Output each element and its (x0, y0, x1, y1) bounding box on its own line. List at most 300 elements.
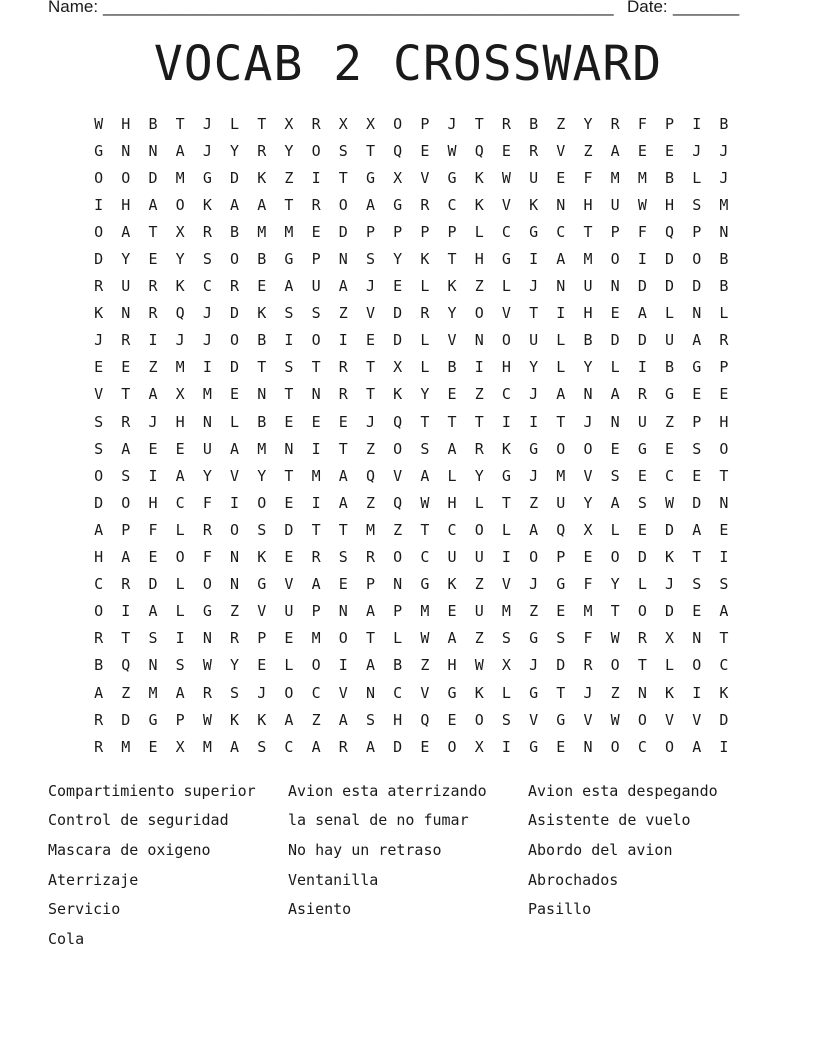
grid-cell[interactable]: X (175, 385, 185, 404)
grid-cell[interactable]: W (202, 710, 212, 729)
grid-cell[interactable]: Y (393, 250, 403, 269)
grid-cell[interactable]: L (637, 575, 647, 594)
grid-cell[interactable]: R (121, 412, 131, 431)
grid-cell[interactable]: C (202, 277, 212, 296)
grid-cell[interactable]: Y (257, 466, 267, 485)
grid-cell[interactable]: U (121, 277, 131, 296)
grid-cell[interactable]: N (393, 575, 403, 594)
grid-cell[interactable]: S (94, 412, 104, 431)
grid-cell[interactable]: D (230, 358, 240, 377)
grid-cell[interactable]: L (447, 466, 457, 485)
grid-cell[interactable]: E (420, 141, 430, 160)
grid-cell[interactable]: T (365, 358, 375, 377)
grid-cell[interactable]: V (284, 575, 294, 594)
grid-cell[interactable]: A (284, 710, 294, 729)
grid-cell[interactable]: R (121, 331, 131, 350)
grid-cell[interactable]: M (148, 683, 158, 702)
grid-cell[interactable]: R (365, 548, 375, 567)
grid-cell[interactable]: R (202, 222, 212, 241)
grid-cell[interactable]: Y (474, 466, 484, 485)
grid-cell[interactable]: E (665, 439, 675, 458)
grid-cell[interactable]: F (148, 520, 158, 539)
grid-cell[interactable]: X (338, 114, 348, 133)
grid-cell[interactable]: U (447, 548, 457, 567)
grid-cell[interactable]: O (94, 222, 104, 241)
grid-cell[interactable]: N (365, 683, 375, 702)
grid-cell[interactable]: R (94, 277, 104, 296)
grid-cell[interactable]: A (556, 385, 566, 404)
grid-cell[interactable]: N (692, 629, 702, 648)
grid-cell[interactable]: A (692, 737, 702, 756)
grid-cell[interactable]: X (665, 629, 675, 648)
grid-cell[interactable]: G (257, 575, 267, 594)
grid-cell[interactable]: J (529, 466, 539, 485)
grid-cell[interactable]: X (175, 737, 185, 756)
grid-cell[interactable]: T (447, 250, 457, 269)
grid-cell[interactable]: H (447, 656, 457, 675)
grid-cell[interactable]: Y (121, 250, 131, 269)
grid-cell[interactable]: I (338, 331, 348, 350)
grid-cell[interactable]: H (583, 304, 593, 323)
grid-cell[interactable]: L (474, 493, 484, 512)
grid-cell[interactable]: T (529, 304, 539, 323)
grid-cell[interactable]: U (474, 602, 484, 621)
grid-cell[interactable]: N (230, 548, 240, 567)
grid-cell[interactable]: V (94, 385, 104, 404)
grid-cell[interactable]: I (692, 114, 702, 133)
grid-cell[interactable]: L (610, 520, 620, 539)
grid-cell[interactable]: B (230, 222, 240, 241)
grid-cell[interactable]: A (338, 493, 348, 512)
grid-cell[interactable]: L (501, 683, 511, 702)
grid-cell[interactable]: B (665, 168, 675, 187)
grid-cell[interactable]: J (692, 141, 702, 160)
grid-cell[interactable]: R (501, 114, 511, 133)
grid-cell[interactable]: H (175, 412, 185, 431)
grid-cell[interactable]: D (94, 493, 104, 512)
grid-cell[interactable]: S (501, 629, 511, 648)
grid-cell[interactable]: R (338, 358, 348, 377)
grid-cell[interactable]: G (447, 168, 457, 187)
grid-cell[interactable]: E (311, 222, 321, 241)
grid-cell[interactable]: V (583, 710, 593, 729)
grid-cell[interactable]: R (94, 629, 104, 648)
grid-cell[interactable]: G (529, 683, 539, 702)
grid-cell[interactable]: A (692, 520, 702, 539)
grid-cell[interactable]: P (719, 358, 729, 377)
grid-cell[interactable]: T (420, 412, 430, 431)
grid-cell[interactable]: L (556, 331, 566, 350)
grid-cell[interactable]: Z (230, 602, 240, 621)
grid-cell[interactable]: E (121, 358, 131, 377)
grid-cell[interactable]: I (501, 412, 511, 431)
grid-cell[interactable]: A (94, 520, 104, 539)
grid-cell[interactable]: L (610, 358, 620, 377)
grid-cell[interactable]: L (175, 602, 185, 621)
grid-cell[interactable]: E (311, 412, 321, 431)
grid-cell[interactable]: L (175, 520, 185, 539)
grid-cell[interactable]: C (637, 737, 647, 756)
grid-cell[interactable]: Z (338, 304, 348, 323)
grid-cell[interactable]: D (692, 277, 702, 296)
grid-cell[interactable]: V (501, 195, 511, 214)
grid-cell[interactable]: E (284, 548, 294, 567)
grid-cell[interactable]: F (583, 575, 593, 594)
grid-cell[interactable]: T (365, 385, 375, 404)
grid-cell[interactable]: Z (583, 141, 593, 160)
grid-cell[interactable]: B (719, 250, 729, 269)
grid-cell[interactable]: Q (393, 493, 403, 512)
grid-cell[interactable]: I (148, 466, 158, 485)
grid-cell[interactable]: E (556, 737, 566, 756)
grid-cell[interactable]: U (583, 277, 593, 296)
grid-cell[interactable]: A (365, 195, 375, 214)
grid-cell[interactable]: U (284, 602, 294, 621)
name-field[interactable]: ______________________________________________________ (103, 0, 614, 16)
grid-cell[interactable]: I (148, 331, 158, 350)
grid-cell[interactable]: K (474, 683, 484, 702)
grid-cell[interactable]: K (529, 195, 539, 214)
grid-cell[interactable]: D (692, 493, 702, 512)
grid-cell[interactable]: P (393, 222, 403, 241)
grid-cell[interactable]: O (311, 331, 321, 350)
grid-cell[interactable]: T (420, 520, 430, 539)
grid-cell[interactable]: Z (148, 358, 158, 377)
grid-cell[interactable]: C (447, 520, 457, 539)
grid-cell[interactable]: J (719, 141, 729, 160)
date-field[interactable]: _______ (673, 0, 740, 16)
grid-cell[interactable]: E (148, 737, 158, 756)
grid-cell[interactable]: B (148, 114, 158, 133)
grid-cell[interactable]: N (202, 629, 212, 648)
grid-cell[interactable]: O (94, 466, 104, 485)
grid-cell[interactable]: V (692, 710, 702, 729)
grid-cell[interactable]: J (583, 683, 593, 702)
grid-cell[interactable]: P (121, 520, 131, 539)
grid-cell[interactable]: I (501, 737, 511, 756)
grid-cell[interactable]: G (637, 439, 647, 458)
grid-cell[interactable]: Z (311, 710, 321, 729)
grid-cell[interactable]: T (583, 222, 593, 241)
grid-cell[interactable]: G (529, 629, 539, 648)
grid-cell[interactable]: A (230, 195, 240, 214)
grid-cell[interactable]: E (447, 602, 457, 621)
grid-cell[interactable]: E (556, 168, 566, 187)
grid-cell[interactable]: E (338, 412, 348, 431)
grid-cell[interactable]: B (665, 358, 675, 377)
grid-cell[interactable]: J (665, 575, 675, 594)
grid-cell[interactable]: L (665, 656, 675, 675)
grid-cell[interactable]: X (175, 222, 185, 241)
grid-cell[interactable]: I (529, 250, 539, 269)
grid-cell[interactable]: N (583, 737, 593, 756)
grid-cell[interactable]: S (365, 710, 375, 729)
grid-cell[interactable]: A (338, 710, 348, 729)
grid-cell[interactable]: G (365, 168, 375, 187)
grid-cell[interactable]: E (447, 710, 457, 729)
grid-cell[interactable]: O (610, 656, 620, 675)
grid-cell[interactable]: K (257, 168, 267, 187)
grid-cell[interactable]: Y (202, 466, 212, 485)
grid-cell[interactable]: O (311, 656, 321, 675)
grid-cell[interactable]: D (637, 548, 647, 567)
grid-cell[interactable]: M (420, 602, 430, 621)
grid-cell[interactable]: N (230, 575, 240, 594)
grid-cell[interactable]: D (148, 575, 158, 594)
grid-cell[interactable]: G (148, 710, 158, 729)
grid-cell[interactable]: V (501, 304, 511, 323)
grid-cell[interactable]: R (420, 195, 430, 214)
grid-cell[interactable]: K (202, 195, 212, 214)
grid-cell[interactable]: C (175, 493, 185, 512)
grid-cell[interactable]: J (365, 412, 375, 431)
grid-cell[interactable]: P (610, 222, 620, 241)
grid-cell[interactable]: A (230, 439, 240, 458)
grid-cell[interactable]: B (94, 656, 104, 675)
grid-cell[interactable]: R (637, 629, 647, 648)
grid-cell[interactable]: R (637, 385, 647, 404)
grid-cell[interactable]: G (284, 250, 294, 269)
grid-cell[interactable]: I (529, 412, 539, 431)
grid-cell[interactable]: F (202, 493, 212, 512)
grid-cell[interactable]: I (202, 358, 212, 377)
grid-cell[interactable]: A (692, 331, 702, 350)
grid-cell[interactable]: D (665, 277, 675, 296)
grid-cell[interactable]: C (284, 737, 294, 756)
grid-cell[interactable]: J (529, 656, 539, 675)
grid-cell[interactable]: A (719, 602, 729, 621)
grid-cell[interactable]: C (311, 683, 321, 702)
grid-cell[interactable]: D (230, 168, 240, 187)
grid-cell[interactable]: W (501, 168, 511, 187)
grid-cell[interactable]: G (202, 602, 212, 621)
grid-cell[interactable]: N (121, 304, 131, 323)
grid-cell[interactable]: Q (175, 304, 185, 323)
grid-cell[interactable]: W (610, 629, 620, 648)
grid-cell[interactable]: A (529, 520, 539, 539)
grid-cell[interactable]: J (175, 331, 185, 350)
grid-cell[interactable]: K (393, 385, 403, 404)
grid-cell[interactable]: M (583, 602, 593, 621)
grid-cell[interactable]: E (665, 141, 675, 160)
grid-cell[interactable]: A (447, 439, 457, 458)
grid-cell[interactable]: O (665, 737, 675, 756)
grid-cell[interactable]: D (148, 168, 158, 187)
grid-cell[interactable]: J (529, 385, 539, 404)
grid-cell[interactable]: H (121, 195, 131, 214)
grid-cell[interactable]: O (94, 168, 104, 187)
grid-cell[interactable]: N (719, 493, 729, 512)
grid-cell[interactable]: W (474, 656, 484, 675)
grid-cell[interactable]: A (94, 683, 104, 702)
grid-cell[interactable]: K (665, 683, 675, 702)
grid-cell[interactable]: G (529, 737, 539, 756)
grid-cell[interactable]: O (202, 575, 212, 594)
grid-cell[interactable]: S (637, 493, 647, 512)
grid-cell[interactable]: P (365, 575, 375, 594)
grid-cell[interactable]: S (175, 656, 185, 675)
grid-cell[interactable]: F (583, 629, 593, 648)
grid-cell[interactable]: O (338, 195, 348, 214)
grid-cell[interactable]: A (175, 141, 185, 160)
grid-cell[interactable]: U (665, 331, 675, 350)
grid-cell[interactable]: E (230, 385, 240, 404)
grid-cell[interactable]: V (583, 466, 593, 485)
grid-cell[interactable]: G (501, 250, 511, 269)
grid-cell[interactable]: P (175, 710, 185, 729)
grid-cell[interactable]: M (365, 520, 375, 539)
grid-cell[interactable]: G (556, 575, 566, 594)
grid-cell[interactable]: G (420, 575, 430, 594)
grid-cell[interactable]: O (474, 710, 484, 729)
grid-cell[interactable]: T (501, 493, 511, 512)
grid-cell[interactable]: O (610, 548, 620, 567)
grid-cell[interactable]: K (719, 683, 729, 702)
grid-cell[interactable]: D (610, 331, 620, 350)
grid-cell[interactable]: K (501, 439, 511, 458)
grid-cell[interactable]: A (230, 737, 240, 756)
grid-cell[interactable]: O (556, 439, 566, 458)
grid-cell[interactable]: S (420, 439, 430, 458)
grid-cell[interactable]: V (529, 710, 539, 729)
grid-cell[interactable]: L (420, 277, 430, 296)
grid-cell[interactable]: M (175, 358, 185, 377)
grid-cell[interactable]: N (202, 412, 212, 431)
grid-cell[interactable]: S (94, 439, 104, 458)
grid-cell[interactable]: I (719, 548, 729, 567)
grid-cell[interactable]: Y (230, 656, 240, 675)
grid-cell[interactable]: L (420, 358, 430, 377)
grid-cell[interactable]: E (257, 656, 267, 675)
grid-cell[interactable]: Q (665, 222, 675, 241)
grid-cell[interactable]: Q (393, 141, 403, 160)
grid-cell[interactable]: A (610, 385, 620, 404)
grid-cell[interactable]: C (665, 466, 675, 485)
grid-cell[interactable]: O (257, 493, 267, 512)
grid-cell[interactable]: T (719, 466, 729, 485)
grid-cell[interactable]: T (474, 412, 484, 431)
grid-cell[interactable]: K (474, 168, 484, 187)
grid-cell[interactable]: J (583, 412, 593, 431)
grid-cell[interactable]: R (474, 439, 484, 458)
grid-cell[interactable]: H (447, 493, 457, 512)
grid-cell[interactable]: S (202, 250, 212, 269)
grid-cell[interactable]: U (610, 195, 620, 214)
grid-cell[interactable]: O (474, 520, 484, 539)
grid-cell[interactable]: Z (529, 602, 539, 621)
grid-cell[interactable]: K (474, 195, 484, 214)
grid-cell[interactable]: Y (447, 304, 457, 323)
grid-cell[interactable]: M (719, 195, 729, 214)
grid-cell[interactable]: G (393, 195, 403, 214)
grid-cell[interactable]: R (338, 737, 348, 756)
grid-cell[interactable]: B (257, 412, 267, 431)
grid-cell[interactable]: X (393, 358, 403, 377)
grid-cell[interactable]: T (365, 629, 375, 648)
grid-cell[interactable]: E (338, 575, 348, 594)
grid-cell[interactable]: B (719, 277, 729, 296)
grid-cell[interactable]: O (94, 602, 104, 621)
grid-cell[interactable]: J (365, 277, 375, 296)
grid-cell[interactable]: E (148, 250, 158, 269)
grid-cell[interactable]: J (94, 331, 104, 350)
grid-cell[interactable]: N (338, 250, 348, 269)
grid-cell[interactable]: M (501, 602, 511, 621)
grid-cell[interactable]: D (556, 656, 566, 675)
grid-cell[interactable]: I (121, 602, 131, 621)
grid-cell[interactable]: N (556, 277, 566, 296)
grid-cell[interactable]: D (284, 520, 294, 539)
grid-cell[interactable]: S (365, 250, 375, 269)
grid-cell[interactable]: G (692, 358, 702, 377)
grid-cell[interactable]: T (257, 358, 267, 377)
grid-cell[interactable]: O (230, 520, 240, 539)
grid-cell[interactable]: S (311, 304, 321, 323)
grid-cell[interactable]: O (393, 439, 403, 458)
grid-cell[interactable]: L (175, 575, 185, 594)
grid-cell[interactable]: I (311, 493, 321, 512)
grid-cell[interactable]: Q (393, 412, 403, 431)
grid-cell[interactable]: Q (365, 466, 375, 485)
grid-cell[interactable]: S (501, 710, 511, 729)
grid-cell[interactable]: N (474, 331, 484, 350)
grid-cell[interactable]: Z (121, 683, 131, 702)
grid-cell[interactable]: Q (121, 656, 131, 675)
grid-cell[interactable]: I (637, 358, 647, 377)
grid-cell[interactable]: Z (365, 493, 375, 512)
grid-cell[interactable]: T (474, 114, 484, 133)
grid-cell[interactable]: B (393, 656, 403, 675)
grid-cell[interactable]: R (94, 710, 104, 729)
grid-cell[interactable]: J (529, 575, 539, 594)
grid-cell[interactable]: H (393, 710, 403, 729)
grid-cell[interactable]: O (175, 195, 185, 214)
grid-cell[interactable]: S (148, 629, 158, 648)
grid-cell[interactable]: O (474, 304, 484, 323)
grid-cell[interactable]: Y (583, 114, 593, 133)
grid-cell[interactable]: T (610, 602, 620, 621)
grid-cell[interactable]: E (719, 385, 729, 404)
grid-cell[interactable]: J (202, 141, 212, 160)
grid-cell[interactable]: H (501, 358, 511, 377)
grid-cell[interactable]: E (284, 493, 294, 512)
grid-cell[interactable]: U (529, 168, 539, 187)
grid-cell[interactable]: P (665, 114, 675, 133)
grid-cell[interactable]: E (148, 439, 158, 458)
grid-cell[interactable]: V (230, 466, 240, 485)
grid-cell[interactable]: R (257, 141, 267, 160)
grid-cell[interactable]: K (230, 710, 240, 729)
grid-cell[interactable]: O (610, 250, 620, 269)
grid-cell[interactable]: V (447, 331, 457, 350)
grid-cell[interactable]: K (257, 304, 267, 323)
grid-cell[interactable]: R (94, 737, 104, 756)
grid-cell[interactable]: W (610, 710, 620, 729)
grid-cell[interactable]: I (338, 656, 348, 675)
grid-cell[interactable]: T (284, 466, 294, 485)
grid-cell[interactable]: R (420, 304, 430, 323)
grid-cell[interactable]: D (230, 304, 240, 323)
grid-cell[interactable]: Z (420, 656, 430, 675)
grid-cell[interactable]: U (311, 277, 321, 296)
grid-cell[interactable]: J (148, 412, 158, 431)
grid-cell[interactable]: S (284, 304, 294, 323)
grid-cell[interactable]: H (94, 548, 104, 567)
grid-cell[interactable]: T (365, 141, 375, 160)
grid-cell[interactable]: B (257, 331, 267, 350)
grid-cell[interactable]: E (637, 466, 647, 485)
grid-cell[interactable]: G (529, 222, 539, 241)
